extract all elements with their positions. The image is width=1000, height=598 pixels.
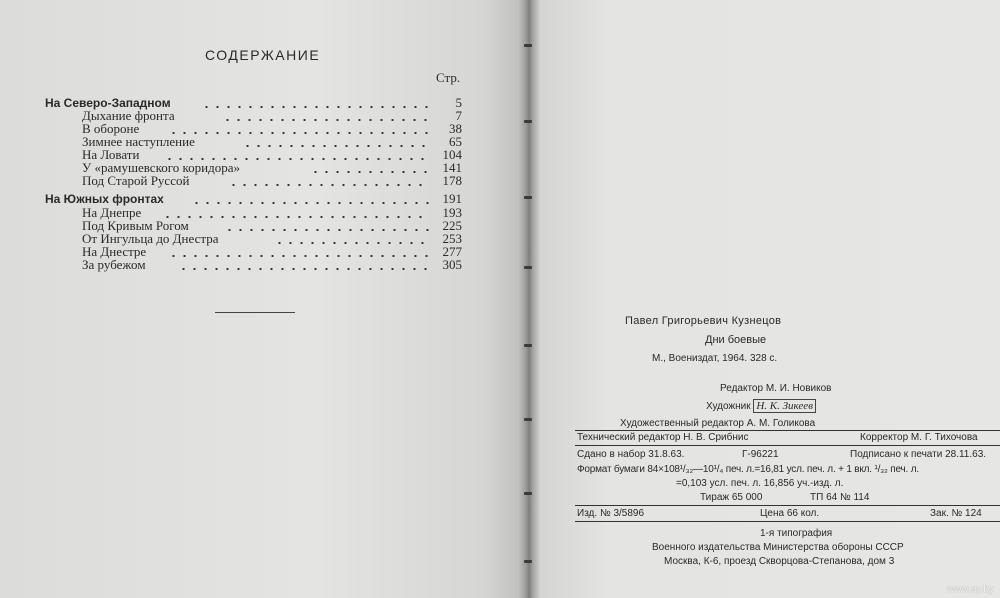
toc-entry [45,192,462,206]
art-editor-line: Художественный редактор А. М. Голикова [620,418,816,429]
paper-format-line-2: =0,103 усл. печ. л. 16,856 уч.-изд. л. [676,478,844,489]
leader-dots [162,216,430,218]
toc-entry [82,135,462,149]
leader-dots [274,242,430,244]
printer-line-1: 1-я типография [760,528,833,539]
book-title: Дни боевые [705,334,767,346]
toc-entry-label: От Ингульца до Днестра [82,231,219,246]
toc-entry-label: На Ловати [82,147,140,162]
toc-entry-page: 253 [442,231,462,246]
leader-dots [310,171,430,173]
toc-entry-page: 225 [442,218,462,233]
artist-label: Художник [706,401,751,412]
toc-entry-page: 191 [442,191,462,206]
toc-entry-page: 104 [442,147,462,162]
toc-entry-label: Дыхание фронта [82,108,175,123]
toc-entry-label: На Северо-Западном [45,96,171,110]
artist-line [706,400,816,413]
price: Цена 66 кол. [760,508,820,519]
leader-dots [168,132,430,134]
toc-entry-page: 5 [455,95,462,110]
end-rule [215,312,295,313]
leader-dots [228,184,430,186]
leader-dots [201,106,430,108]
toc-entry-label: На Южных фронтах [45,192,164,206]
leader-dots [178,268,430,270]
leader-dots [191,202,430,204]
artist-name: Н. К. Зикеев [753,399,816,413]
printer-line-3: Москва, К-6, проезд Скворцова-Степанова, дом 3 [664,556,895,567]
toc-entry-label: Зимнее наступление [82,134,195,149]
paper-format-line: Формат бумаги 84×108¹/₃₂—10¹/₄ печ. л.=16,81 усл. печ. л. + 1 вкл. ¹/₃₂ печ. л. [577,464,919,475]
order-code: Г-96221 [742,449,779,460]
leader-dots [242,145,430,147]
proofreader-line: Корректор М. Г. Тихочова [860,432,978,443]
toc-entry-label: У «рамушевского коридора» [82,160,240,175]
toc-entry [82,174,462,188]
watermark: www.ay.by [946,584,994,595]
printer-line-2: Военного издательства Министерства обороны СССР [652,542,904,553]
sent-to-set: Сдано в набор 31.8.63. [577,449,685,460]
rule [575,445,1000,446]
print-run: Тираж 65 000 [700,492,763,503]
leader-dots [168,255,430,257]
toc-entry-label: Под Кривым Рогом [82,218,189,233]
rule [575,430,1000,431]
izd-number: Изд. № 3/5896 [577,508,645,519]
toc-entry [82,109,462,123]
publication-info: М., Воениздат, 1964. 328 с. [652,353,778,364]
order-number: Зак. № 124 [930,508,982,519]
book-gutter [518,0,540,598]
toc-entry-page: 305 [442,257,462,272]
toc-entry-page: 38 [449,121,462,136]
signed-for-print: Подписано к печати 28.11.63. [850,449,987,460]
rule [575,521,1000,522]
leader-dots [224,229,430,231]
rule [575,505,1000,506]
toc-entry-label: Под Старой Руссой [82,173,190,188]
author-name: Павел Григорьевич Кузнецов [625,315,782,327]
toc-entry-page: 193 [442,205,462,220]
toc-entry-label: В обороне [82,121,140,136]
toc-entry-page: 141 [442,160,462,175]
leader-dots [222,119,430,121]
toc-entry-page: 178 [442,173,462,188]
toc-entry-page: 65 [449,134,462,149]
toc-entry-page: 7 [455,108,462,123]
toc-entry-page: 277 [442,244,462,259]
tech-editor-line: Технический редактор Н. В. Срибнис [577,432,749,443]
toc-entry-label: За рубежом [82,257,146,272]
contents-title: СОДЕРЖАНИЕ [205,47,321,63]
toc-entry-label: На Днепре [82,205,142,220]
toc-entry [82,258,462,272]
toc-entry-label: На Днестре [82,244,147,259]
editor-line: Редактор М. И. Новиков [720,383,832,394]
tp-number: ТП 64 № 114 [810,492,870,503]
page-column-label: Стр. [436,70,461,85]
